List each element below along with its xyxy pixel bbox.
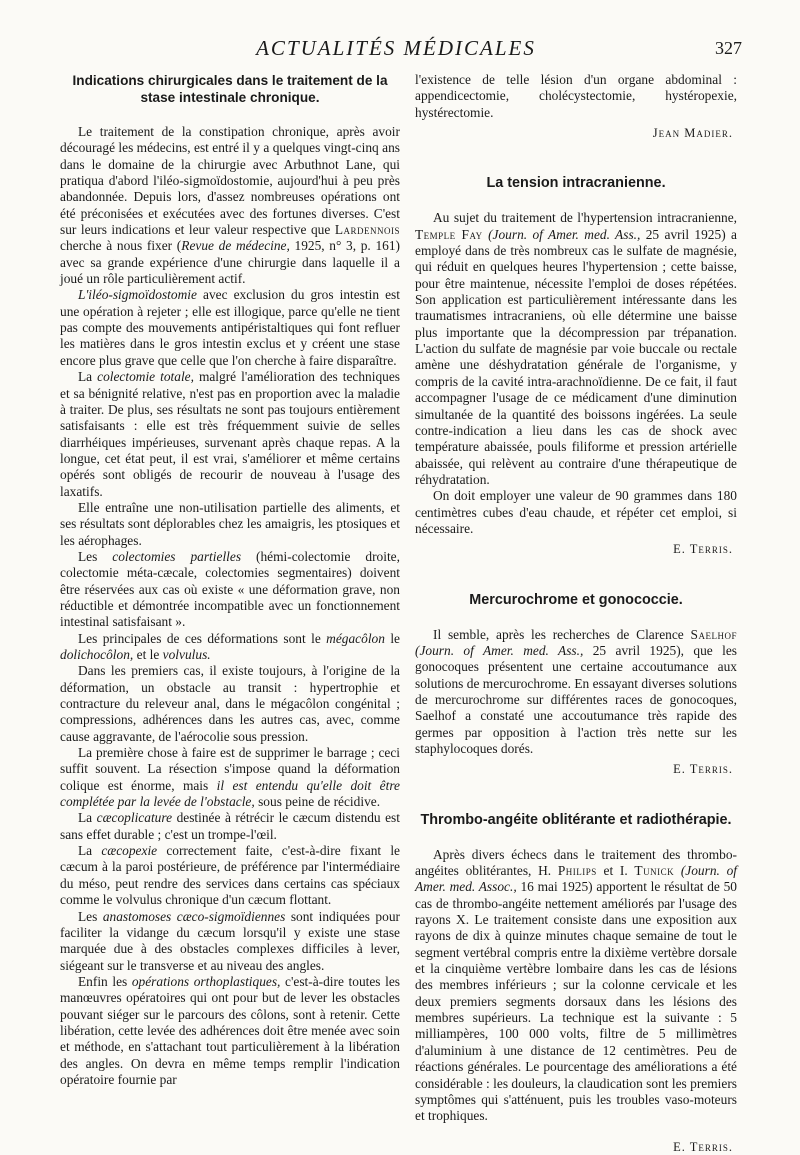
article-title-stase: Indications chirurgicales dans le traitement de la stase intestinale chronique. — [72, 73, 388, 105]
signature: E. Terris. — [673, 762, 733, 777]
article-title-mercurochrome: Mercurochrome et gonococcie. — [469, 591, 683, 608]
author-name: Tunick — [634, 863, 675, 879]
author-name: Saelhof — [690, 626, 737, 642]
paragraph: Les anastomoses cæco-sigmoïdiennes sont indiquées pour faciliter la vidange du cæcum lorsqu'il y existe une stase marquée due à des obstacles complexes difficiles à lever, siégeant sur le transverse et au niveau des angles. — [60, 908, 400, 973]
paragraph: Enfin les opérations orthoplastiques, c'est-à-dire toutes les manœuvres opératoires qui ont pour but de lever les obstacles pouvant siéger sur le parcours des côlons, sont à retenir. Cette libération, cette levée des adhérences doit être menée avec soin et méthode, en s'attachant tout particulièrement à la libération des angles. On devra en même temps remplir l'indication opératoire fournie par — [60, 973, 400, 1087]
left-column — [60, 72, 400, 1088]
journal-ref: (Journ. of Amer. med. Ass., — [488, 226, 641, 242]
article-title-tension: La tension intracranienne. — [486, 175, 666, 192]
paragraph: L'iléo-sigmoïdostomie avec exclusion du gros intestin est une opération à rejeter ; elle est illogique, parce qu'elle ne tient pas compte des mouvements antipéristaltiques qui font refluer les matières dans le gros intestin exclus et y créent une stase encore plus grave que celle que l'on cherche à faire disparaître. — [60, 287, 400, 368]
author-name: Philips — [557, 863, 597, 879]
page-header — [50, 36, 742, 68]
paragraph: La cæcopexie correctement faite, c'est-à-dire fixant le cæcum à la paroi postérieure, de préférence par l'intermédiaire du méso, peut rendre des services dans certains cas spéciaux comme le volvulus chronique d'un cæcum flottant. — [60, 843, 400, 908]
paragraph: Les principales de ces déformations sont le mégacôlon le dolichocôlon, et le volvulus. — [60, 630, 400, 662]
paragraph: Il semble, après les recherches de Clarence Saelhof (Journ. of Amer. med. Ass., 25 avril 1925), que les gonocoques présentent une certaine accoutumance aux solutions de mercurochrome. En essayant diverses solutions de mercurochrome sur différentes races de gonocoques, Saelhof a constaté une accoutumance très rapide des germes par opposition à l'action très nette sur les staphylocoques dorés. — [415, 626, 737, 756]
page-number: 327 — [715, 38, 742, 58]
author-name: Temple Fay — [415, 226, 483, 242]
paragraph: Les colectomies partielles (hémi-colectomie droite, colectomie méta-cæcale, colectomies segmentaires) doivent être réservées aux cas où existe « une déformation grave, non réductible et démontrée incompatible avec un fonctionnement intestinal satisfaisant ». — [60, 548, 400, 630]
paragraph: Elle entraîne une non-utilisation partielle des aliments, et ses résultats sont déplorables chez les amaigris, les ptosiques et les aérophages. — [60, 499, 400, 548]
author-name: Lardennois — [334, 222, 400, 238]
paragraph: La première chose à faire est de supprimer le barrage ; ceci suffit souvent. La résection s'impose quand la déformation colique est énorme, mais il est entendu qu'elle doit être complétée par la levée de l'obstacle, sous peine de récidive. — [60, 745, 400, 810]
article-title-thrombo: Thrombo-angéite oblitérante et radiothérapie. — [420, 811, 732, 828]
running-title: ACTUALITÉS MÉDICALES — [256, 36, 536, 60]
signature: E. Terris. — [673, 1139, 733, 1154]
paragraph: Au sujet du traitement de l'hypertension intracranienne, Temple Fay (Journ. of Amer. med. Ass., 25 avril 1925) a employé dans de très nombreux cas le sulfate de magnésie, qui réduit en quelques heures l'hypertension ; cette baisse, pour être maintenue, nécessite l'emploi de doses répétées. Son application est particulièrement intéressante dans les traumatismes intracraniens, où elle détermine une baisse plus importante que la décompression par trépanation. L'action du sulfate de magnésie par voie buccale ou rectale amène une déshydratation générale de l'organisme, y compris de la cavité intra-arachnoïdienne. De ce fait, il faut accompagner l'usage de ce médicament d'une diminution simultanée de la quantité des boissons ingérées. La seule contre-indication a lieu dans les cas de shock avec température abaissée, pouls filiforme et pression artérielle abaissée, qui relèvent au contraire d'une thérapeutique de réhydratation. — [415, 210, 737, 487]
paragraph: La colectomie totale, malgré l'amélioration des techniques et sa bénignité relative, n'est pas en proportion avec la maladie à traiter. De plus, ses résultats ne sont pas toujours entièrement satisfaisants : elle est très fréquemment suivie de selles diarrhéiques impérieuses, survenant après chaque repas. A la longue, cet état peut, il est vrai, s'améliorer et même certains opérés sont obligés de recourir de nouveau à l'usage des laxatifs. — [60, 369, 401, 499]
paragraph: Le traitement de la constipation chronique, après avoir découragé les médecins, est entré il y a quelques vingt-cinq ans dans le domaine de la chirurgie avec Arbuthnot Lane, qui pratiqua d'abord l'iléo-sigmoïdostomie, aujourd'hui à peu près abandonnée. Depuis lors, d'assez nombreuses opérations ont été préconisées et exécutées avec des fortunes diverses. C'est sur leurs indications et leur valeur respective que Lardennois cherche à nous fixer (Revue de médecine, 1925, n° 3, p. 161) avec sa grande expérience d'une chirurgie dans laquelle il a joué un rôle particulièrement actif. — [60, 124, 400, 287]
signature: E. Terris. — [673, 542, 733, 557]
right-column — [415, 72, 737, 1155]
paragraph: On doit employer une valeur de 90 grammes dans 180 centimètres cubes d'eau chaude, et répéter cet emploi, si nécessaire. — [415, 488, 737, 536]
paragraph: La cæcoplicature destinée à rétrécir le cæcum distendu est sans effet durable ; c'est un trompe-l'œil. — [60, 810, 400, 842]
journal-ref: Revue de médecine, — [181, 238, 290, 254]
paragraph-continued: l'existence de telle lésion d'un organe abdominal : appendicectomie, cholécystectomie, hystéropexie, hystérectomie. — [415, 72, 737, 120]
journal-ref: (Journ. of Amer. med. Ass., — [415, 642, 584, 658]
paragraph: Dans les premiers cas, il existe toujours, à l'origine de la déformation, un obstacle au transit : hypertrophie et contracture du releveur anal, dans le mégacôlon congénital ; compressions, adhérences dans les autres cas, avec, comme cause aggravante, de l'aérocolie sous pression. — [60, 663, 400, 744]
signature: Jean Madier. — [652, 126, 733, 141]
journal-ref: (Journ. of Amer. med. Assoc., — [415, 863, 737, 895]
paragraph: Après divers échecs dans le traitement des thrombo-angéites oblitérantes, H. Philips et I. Tunick (Journ. of Amer. med. Assoc., 16 mai 1925) apportent le résultat de 50 cas de thrombo-angéite nettement améliorés par l'usage des rayons X. Le traitement consiste dans une exposition aux rayons de dix à quinze minutes chaque semaine de tout le segment vertébral compris entre la dixième vertèbre dorsale et la cinquième vertèbre lombaire dans les cas de lésions des membres inférieurs ; sur la colonne cervicale et les deux premiers segments dorsaux dans les lésions des membres supérieurs. La technique est la suivante : 5 milliampères, 100 000 volts, filtre de 5 millimètres d'aluminium à une distance de 12 centimètres. Peu de réactions générales. Le pourcentage des améliorations a été considérable : les douleurs, la claudication sont les premiers symptômes qui s'atténuent, puis les troubles vaso-moteurs et trophiques. — [415, 846, 737, 1124]
